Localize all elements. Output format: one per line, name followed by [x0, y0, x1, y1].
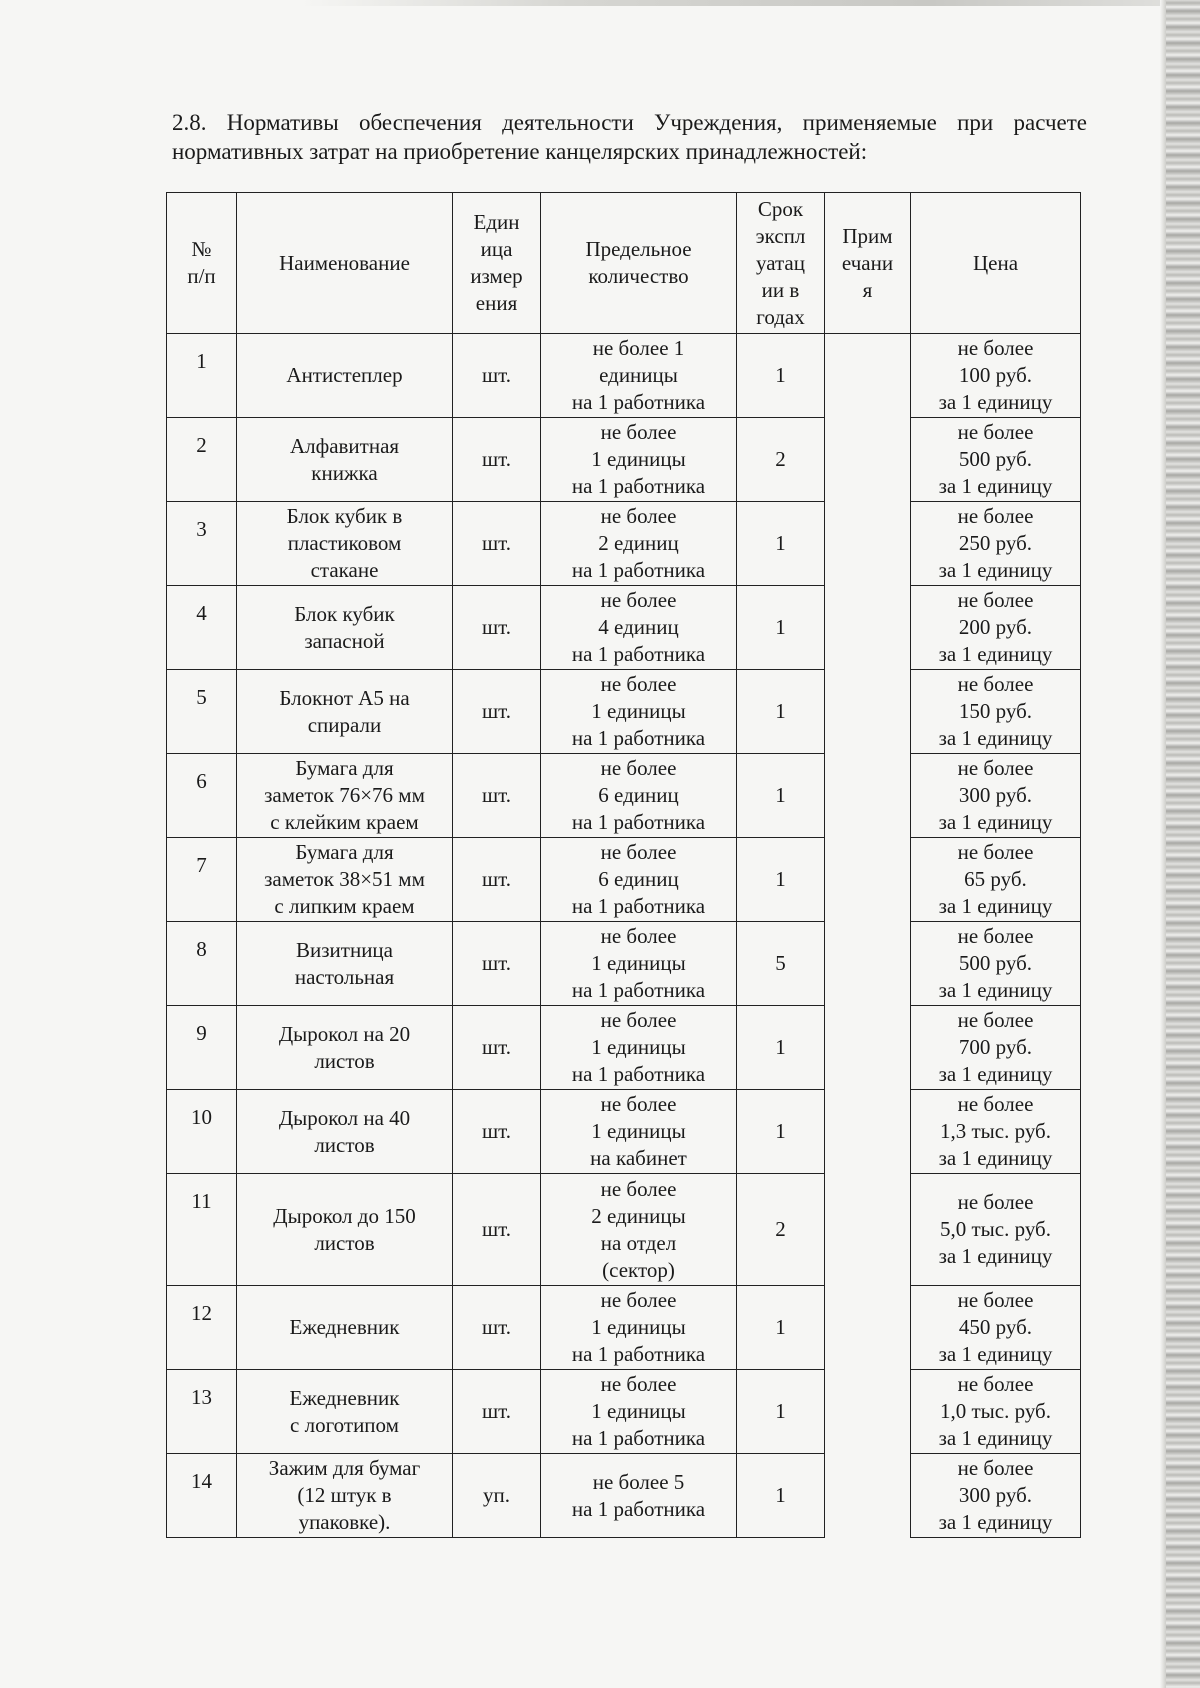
header-num: № п/п	[167, 193, 237, 334]
row-price: не более 300 руб. за 1 единицу	[911, 1454, 1081, 1538]
scan-artifact-edge	[1166, 0, 1200, 1688]
header-price: Цена	[911, 193, 1081, 334]
row-price: не более 450 руб. за 1 единицу	[911, 1286, 1081, 1370]
row-name: Визитница настольная	[237, 922, 453, 1006]
row-qty: не более 1 единицы на 1 работника	[541, 418, 737, 502]
row-unit: шт.	[453, 1006, 541, 1090]
row-unit: шт.	[453, 334, 541, 418]
row-qty: не более 2 единиц на 1 работника	[541, 502, 737, 586]
row-name: Алфавитная книжка	[237, 418, 453, 502]
table-row	[167, 1174, 1081, 1286]
row-term: 1	[737, 1370, 825, 1454]
row-name: Дырокол на 20 листов	[237, 1006, 453, 1090]
row-price: не более 150 руб. за 1 единицу	[911, 670, 1081, 754]
row-term: 1	[737, 1454, 825, 1538]
row-name: Зажим для бумаг (12 штук в упаковке).	[237, 1454, 453, 1538]
row-qty: не более 4 единиц на 1 работника	[541, 586, 737, 670]
row-unit: шт.	[453, 586, 541, 670]
row-price: не более 200 руб. за 1 единицу	[911, 586, 1081, 670]
row-term: 1	[737, 838, 825, 922]
row-note	[825, 670, 911, 754]
row-price: не более 1,3 тыс. руб. за 1 единицу	[911, 1090, 1081, 1174]
header-term: Срок экспл уатац ии в годах	[737, 193, 825, 334]
row-num: 12	[167, 1286, 237, 1370]
table-row	[167, 670, 1081, 754]
row-unit: шт.	[453, 1174, 541, 1286]
row-term: 1	[737, 1286, 825, 1370]
row-term: 1	[737, 754, 825, 838]
row-unit: шт.	[453, 1090, 541, 1174]
row-unit: шт.	[453, 754, 541, 838]
row-name: Блок кубик запасной	[237, 586, 453, 670]
row-name: Бумага для заметок 76×76 мм с клейким краем	[237, 754, 453, 838]
header-unit: Един ица измер ения	[453, 193, 541, 334]
row-note	[825, 922, 911, 1006]
row-qty: не более 1 единицы на 1 работника	[541, 670, 737, 754]
row-num: 14	[167, 1454, 237, 1538]
row-term: 1	[737, 1006, 825, 1090]
row-qty: не более 2 единицы на отдел (сектор)	[541, 1174, 737, 1286]
row-num: 5	[167, 670, 237, 754]
row-term: 1	[737, 502, 825, 586]
row-qty: не более 1 единицы на 1 работника	[541, 1286, 737, 1370]
row-note	[825, 1090, 911, 1174]
header-note: Прим ечани я	[825, 193, 911, 334]
table-row	[167, 1006, 1081, 1090]
row-note	[825, 838, 911, 922]
row-note	[825, 754, 911, 838]
row-num: 4	[167, 586, 237, 670]
row-num: 7	[167, 838, 237, 922]
table-row	[167, 586, 1081, 670]
row-num: 3	[167, 502, 237, 586]
row-note	[825, 586, 911, 670]
row-name: Блокнот А5 на спирали	[237, 670, 453, 754]
section-heading: 2.8. Нормативы обеспечения деятельности Учреждения, применяемые при расчете нормативных затрат на приобретение канцелярских принадлежностей:	[172, 110, 1087, 164]
row-note	[825, 1286, 911, 1370]
row-qty: не более 1 единицы на 1 работника	[541, 1370, 737, 1454]
row-qty: не более 1 единицы на 1 работника	[541, 1006, 737, 1090]
row-qty: не более 5 на 1 работника	[541, 1454, 737, 1538]
row-price: не более 250 руб. за 1 единицу	[911, 502, 1081, 586]
row-name: Бумага для заметок 38×51 мм с липким краем	[237, 838, 453, 922]
row-note	[825, 1454, 911, 1538]
row-price: не более 700 руб. за 1 единицу	[911, 1006, 1081, 1090]
row-price: не более 1,0 тыс. руб. за 1 единицу	[911, 1370, 1081, 1454]
row-unit: шт.	[453, 670, 541, 754]
row-note	[825, 1370, 911, 1454]
row-term: 1	[737, 670, 825, 754]
row-name: Ежедневник	[237, 1286, 453, 1370]
row-price: не более 500 руб. за 1 единицу	[911, 418, 1081, 502]
row-num: 2	[167, 418, 237, 502]
table-row	[167, 838, 1081, 922]
row-term: 2	[737, 418, 825, 502]
row-unit: уп.	[453, 1454, 541, 1538]
row-name: Ежедневник с логотипом	[237, 1370, 453, 1454]
row-num: 1	[167, 334, 237, 418]
row-qty: не более 1 единицы на 1 работника	[541, 922, 737, 1006]
row-name: Дырокол до 150 листов	[237, 1174, 453, 1286]
row-price: не более 5,0 тыс. руб. за 1 единицу	[911, 1174, 1081, 1286]
row-qty: не более 1 единицы на 1 работника	[541, 334, 737, 418]
row-num: 9	[167, 1006, 237, 1090]
row-num: 8	[167, 922, 237, 1006]
row-num: 13	[167, 1370, 237, 1454]
row-qty: не более 6 единиц на 1 работника	[541, 838, 737, 922]
header-name: Наименование	[237, 193, 453, 334]
table-row	[167, 1454, 1081, 1538]
row-price: не более 500 руб. за 1 единицу	[911, 922, 1081, 1006]
table-row	[167, 754, 1081, 838]
table-row	[167, 502, 1081, 586]
table-row	[167, 922, 1081, 1006]
row-name: Блок кубик в пластиковом стакане	[237, 502, 453, 586]
table-row	[167, 1286, 1081, 1370]
table-row	[167, 334, 1081, 418]
row-term: 2	[737, 1174, 825, 1286]
row-note	[825, 502, 911, 586]
scan-artifact-top	[300, 0, 1200, 6]
row-unit: шт.	[453, 1370, 541, 1454]
row-num: 11	[167, 1174, 237, 1286]
row-name: Дырокол на 40 листов	[237, 1090, 453, 1174]
row-unit: шт.	[453, 1286, 541, 1370]
row-qty: не более 6 единиц на 1 работника	[541, 754, 737, 838]
row-name: Антистеплер	[237, 334, 453, 418]
row-term: 1	[737, 334, 825, 418]
row-unit: шт.	[453, 922, 541, 1006]
row-term: 1	[737, 1090, 825, 1174]
row-term: 1	[737, 586, 825, 670]
row-note	[825, 1006, 911, 1090]
table-row	[167, 1090, 1081, 1174]
row-term: 5	[737, 922, 825, 1006]
table-row	[167, 418, 1081, 502]
row-price: не более 65 руб. за 1 единицу	[911, 838, 1081, 922]
norms-table	[166, 192, 1081, 1538]
row-qty: не более 1 единицы на кабинет	[541, 1090, 737, 1174]
table-row	[167, 1370, 1081, 1454]
row-note	[825, 334, 911, 418]
row-unit: шт.	[453, 838, 541, 922]
row-price: не более 300 руб. за 1 единицу	[911, 754, 1081, 838]
header-qty: Предельное количество	[541, 193, 737, 334]
table-header-row	[167, 193, 1081, 334]
row-num: 6	[167, 754, 237, 838]
row-num: 10	[167, 1090, 237, 1174]
row-unit: шт.	[453, 418, 541, 502]
row-price: не более 100 руб. за 1 единицу	[911, 334, 1081, 418]
row-note	[825, 418, 911, 502]
row-note	[825, 1174, 911, 1286]
row-unit: шт.	[453, 502, 541, 586]
